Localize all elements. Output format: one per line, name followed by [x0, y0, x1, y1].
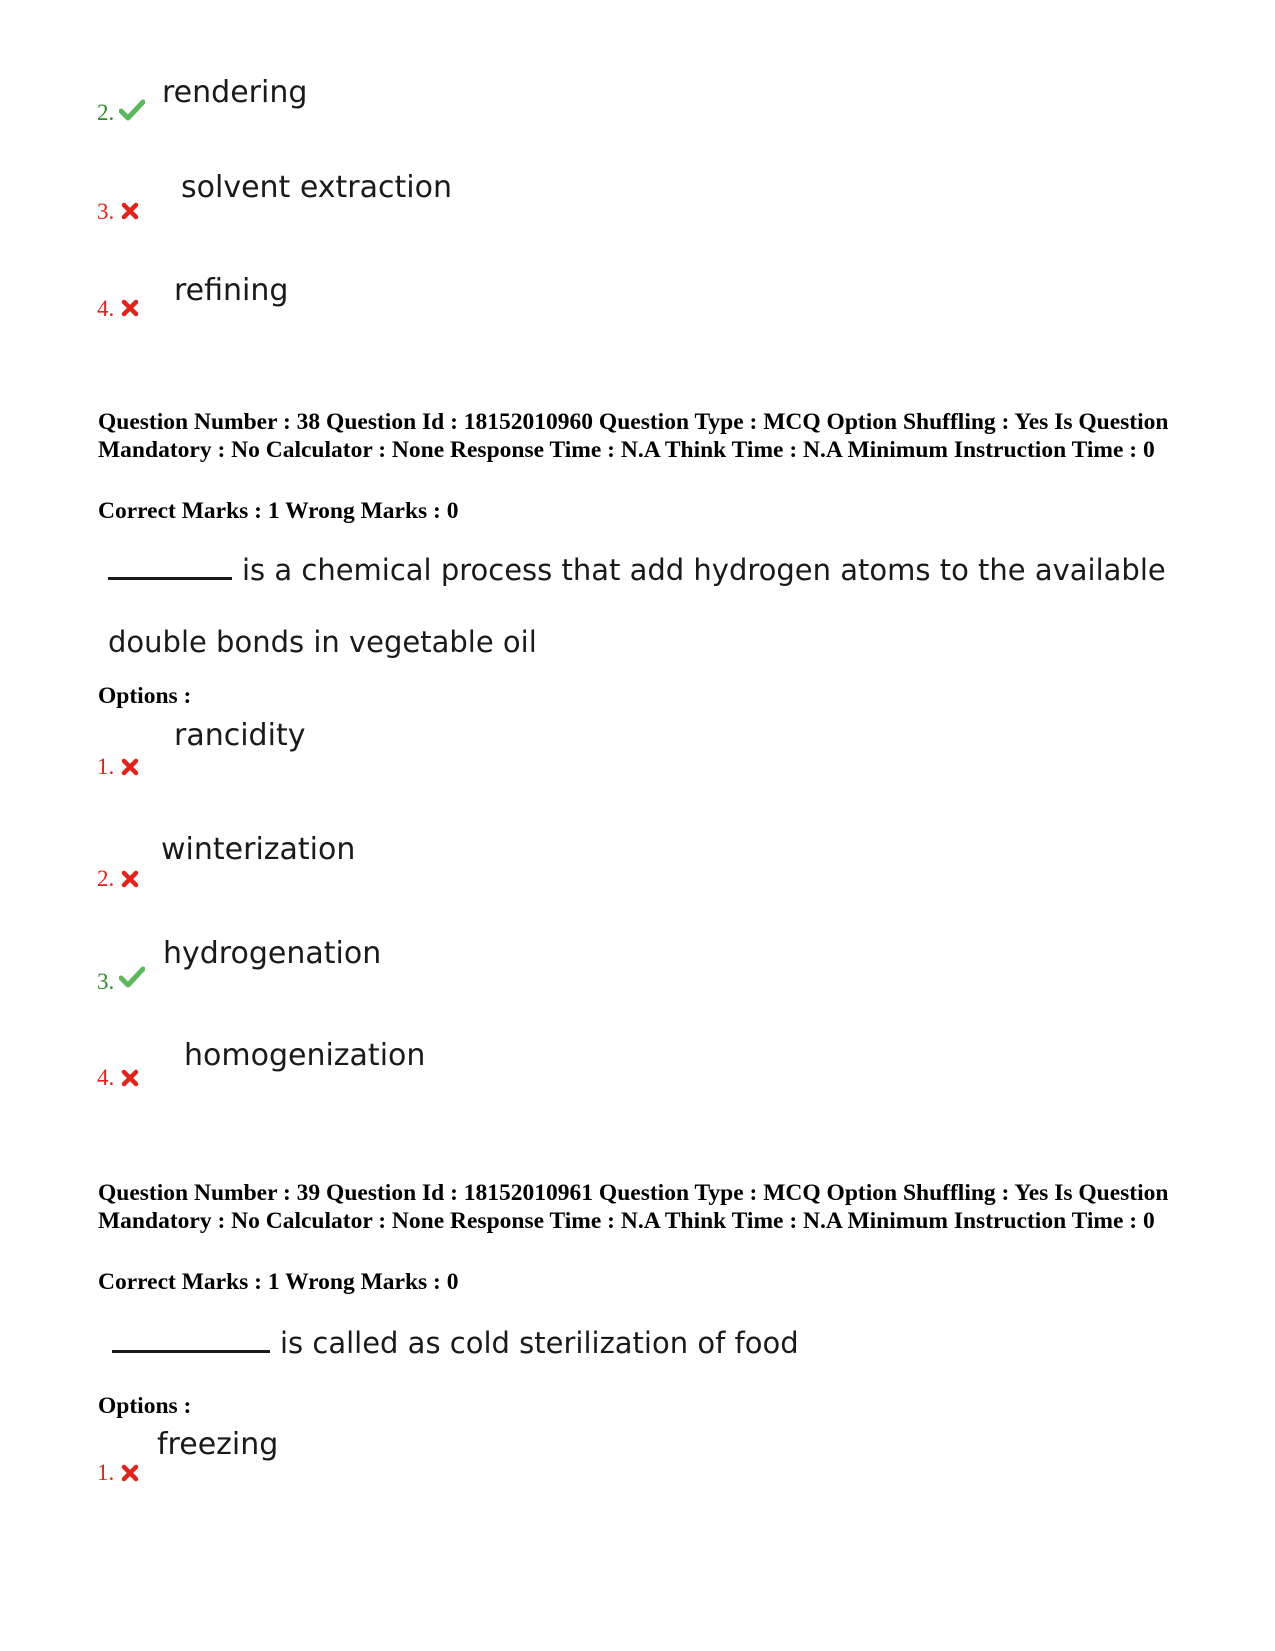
cross-icon [121, 758, 139, 776]
cross-icon [121, 1069, 139, 1087]
option-item [0, 1425, 1275, 1505]
option-text: winterization [161, 832, 356, 867]
option-text: refining [174, 273, 289, 308]
cross-icon [121, 202, 139, 220]
option-item [0, 935, 1275, 1015]
cross-icon [121, 1464, 139, 1482]
option-item [0, 830, 1275, 910]
option-number: 4. [97, 296, 115, 321]
check-icon [119, 99, 145, 121]
question-text [112, 1326, 799, 1360]
option-text: homogenization [184, 1038, 426, 1073]
option-number: 2. [97, 100, 115, 125]
option-text: rancidity [174, 718, 306, 753]
option-text: hydrogenation [163, 936, 382, 971]
question-text [108, 553, 1166, 587]
cross-icon [121, 299, 139, 317]
question-meta: Question Number : 39 Question Id : 18152010961 Question Type : MCQ Option Shuffling : Yes Is Question Mandatory : No Calculator : None Response Time : N.A Think Time : N.A Minimum Instruction Time : 0 [98, 1180, 1169, 1234]
question-text-line: is a chemical process that add hydrogen atoms to the available [242, 553, 1166, 587]
question-marks: Correct Marks : 1 Wrong Marks : 0 [98, 1269, 459, 1295]
question-text-line: double bonds in vegetable oil [108, 625, 537, 659]
question-text-line: is called as cold sterilization of food [280, 1326, 799, 1360]
question-marks: Correct Marks : 1 Wrong Marks : 0 [98, 498, 459, 524]
cross-icon [121, 870, 139, 888]
option-item [0, 70, 1275, 150]
option-number: 3. [97, 969, 115, 994]
option-number: 1. [97, 1460, 115, 1485]
option-number: 3. [97, 199, 115, 224]
option-item [0, 170, 1275, 250]
option-text: solvent extraction [181, 170, 452, 205]
option-text: rendering [162, 75, 308, 110]
answer-blank [108, 559, 232, 580]
options-label: Options : [98, 683, 192, 709]
check-icon [119, 966, 145, 988]
option-item [0, 715, 1275, 795]
option-number: 2. [97, 866, 115, 891]
option-number: 1. [97, 754, 115, 779]
option-text: freezing [157, 1427, 279, 1462]
option-item [0, 1035, 1275, 1115]
question-meta: Question Number : 38 Question Id : 18152010960 Question Type : MCQ Option Shuffling : Yes Is Question Mandatory : No Calculator : None Response Time : N.A Think Time : N.A Minimum Instruction Time : 0 [98, 409, 1169, 463]
option-item [0, 270, 1275, 350]
option-number: 4. [97, 1065, 115, 1090]
options-label: Options : [98, 1393, 192, 1419]
answer-blank [112, 1332, 270, 1353]
